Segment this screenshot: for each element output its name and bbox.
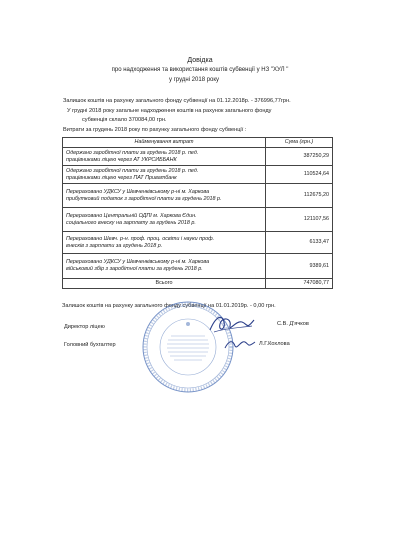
accountant-signature: [223, 336, 259, 352]
director-name: С.В. Д'ячков: [277, 321, 309, 327]
table-header-row: [63, 138, 333, 148]
table-row: [63, 254, 333, 279]
col-header-amount: Сума (грн.): [266, 138, 333, 148]
expenses-heading: Витрати за грудень 2018 року по рахунку загального фонду субвенції :: [63, 127, 247, 133]
income-line-2: субвенція склало 370084,00 грн.: [82, 117, 167, 123]
expenses-table: [62, 137, 333, 289]
doc-period: у грудні 2018 року: [168, 77, 220, 83]
director-title: Директор ліцею: [64, 324, 105, 330]
row-description: Одержано заробітної плати за грудень 2018 р. пед. працівниками ліцею через ПАТ Приватбанк: [63, 166, 266, 184]
accountant-title: Головний бухгалтер: [64, 342, 116, 348]
row-description: Одержано заробітної плати за грудень 2018 р. пед. працівниками ліцею через АТ УКРСИББАНК: [63, 148, 266, 166]
row-amount: 112675,20: [266, 184, 333, 208]
row-description: Перераховано Шевч. р-н. проф. проц. освіти і науки проф. внесків з зарплати за грудень 2018 р.: [63, 232, 266, 254]
opening-balance: Залишок коштів на рахунку загального фонду субвенції на 01.12.2018р. - 376996,77грн.: [63, 98, 291, 104]
accountant-name: Л.Г.Кохлова: [259, 341, 290, 347]
row-description: Перераховано УДКСУ у Шевченківському р-ні м. Харкова військовий збір з заробітної плати за грудень 2018 р.: [63, 254, 266, 279]
table-row: [63, 184, 333, 208]
total-amount: 747080,77: [266, 279, 333, 289]
col-header-name: Найменування витрат: [63, 138, 266, 148]
row-amount: 110524,64: [266, 166, 333, 184]
row-amount: 6133,47: [266, 232, 333, 254]
table-total-row: [63, 279, 333, 289]
row-amount: 121107,56: [266, 208, 333, 232]
doc-subtitle: про надходження та використання коштів субвенції у НЗ "ХУЛ ": [111, 67, 289, 73]
table-row: [63, 208, 333, 232]
row-amount: 9389,61: [266, 254, 333, 279]
total-label: Всього: [63, 279, 266, 289]
table-row: [63, 166, 333, 184]
row-amount: 387250,29: [266, 148, 333, 166]
director-signature: [208, 312, 258, 336]
table-row: [63, 148, 333, 166]
row-description: Перераховано УДКСУ у Шевченківському р-ні м. Харкова прибутковий податок з заробітної плати за грудень 2018 р.: [63, 184, 266, 208]
doc-title: Довідка: [187, 57, 213, 64]
closing-balance: Залишок коштів на рахунку загального фонду субвенції на 01.01.2019р. - 0,00 грн.: [62, 303, 276, 309]
row-description: Перераховано Центральній ОДПІ м. Харкова Єдин. соціального внеску на зарплату за грудень 2018 р.: [63, 208, 266, 232]
income-line-1: У грудні 2018 року загальне надходження коштів на рахунок загального фонду: [67, 108, 272, 114]
table-row: [63, 232, 333, 254]
